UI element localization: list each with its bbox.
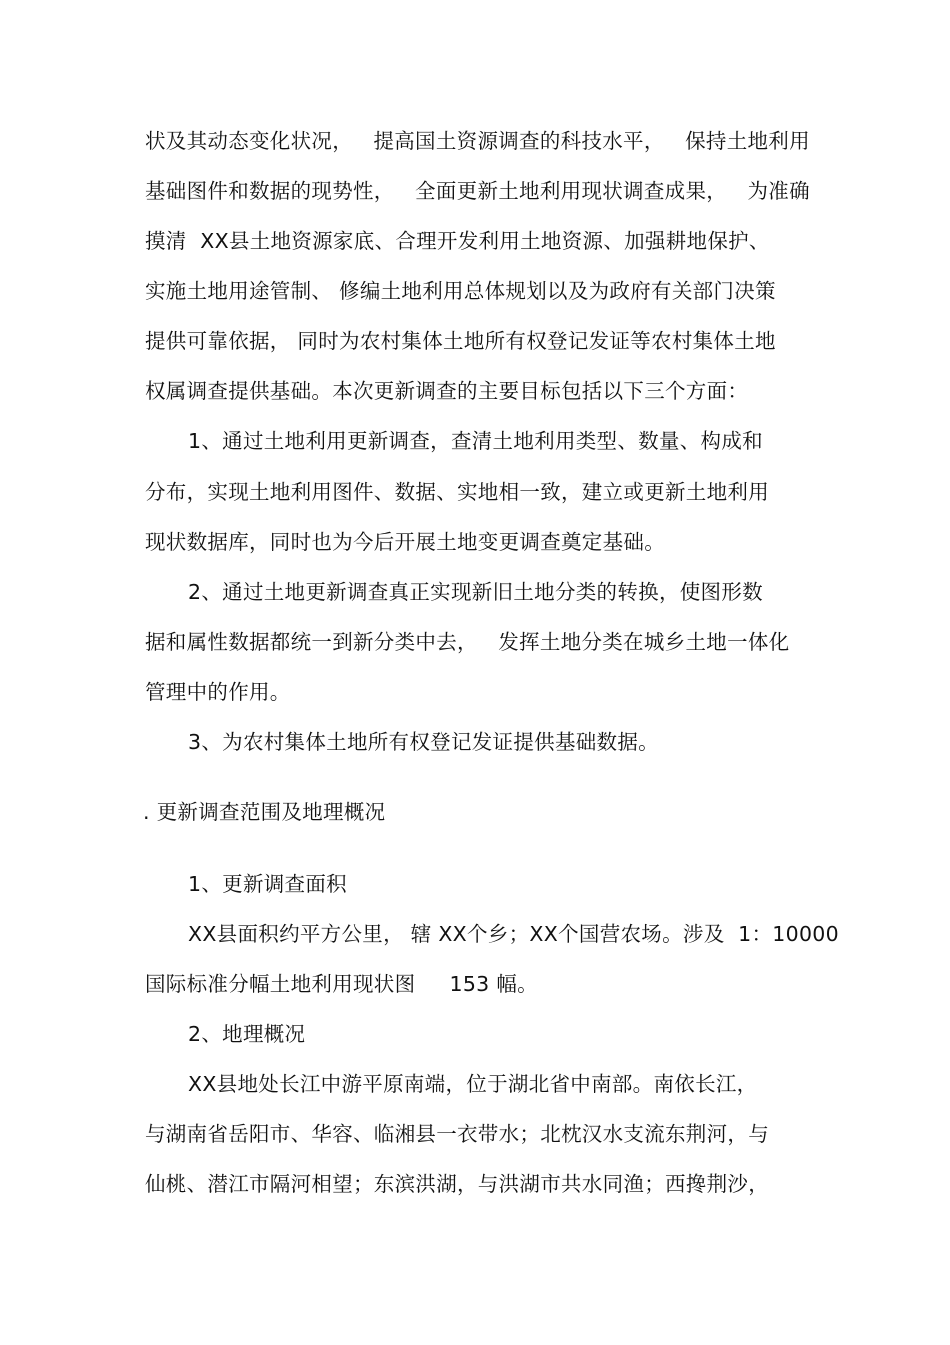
subsection-heading: 1、更新调查面积 bbox=[188, 872, 347, 896]
text-line: 摸清 XX县土地资源家底、合理开发利用土地资源、加强耕地保护、 bbox=[145, 229, 770, 253]
section-heading: . 更新调查范围及地理概况 bbox=[143, 800, 386, 824]
text-line: 基础图件和数据的现势性， 全面更新土地利用现状调查成果， 为准确 bbox=[145, 179, 810, 203]
text-line: 现状数据库，同时也为今后开展土地变更调查奠定基础。 bbox=[145, 530, 665, 554]
list-item-3: 3、为农村集体土地所有权登记发证提供基础数据。 bbox=[188, 730, 659, 754]
text-line: 分布，实现土地利用图件、数据、实地相一致，建立或更新土地利用 bbox=[145, 480, 769, 504]
list-item-2: 2、通过土地更新调查真正实现新旧土地分类的转换，使图形数 bbox=[188, 580, 763, 604]
text-line: 据和属性数据都统一到新分类中去， 发挥土地分类在城乡土地一体化 bbox=[145, 630, 790, 654]
text-line: 状及其动态变化状况， 提高国土资源调查的科技水平， 保持土地利用 bbox=[145, 129, 810, 153]
text-line: 管理中的作用。 bbox=[145, 680, 291, 704]
text-line: XX县面积约平方公里， 辖 XX个乡；XX个国营农场。涉及 1：10000 bbox=[188, 922, 839, 946]
text-line: 国际标准分幅土地利用现状图 153 幅。 bbox=[145, 972, 538, 996]
text-line: 仙桃、潜江市隔河相望；东滨洪湖，与洪湖市共水同渔；西搀荆沙， bbox=[145, 1172, 769, 1196]
list-item-1: 1、通过土地利用更新调查，查清土地利用类型、数量、构成和 bbox=[188, 429, 763, 453]
text-line: 提供可靠依据， 同时为农村集体土地所有权登记发证等农村集体土地 bbox=[145, 329, 776, 353]
text-line: 权属调查提供基础。本次更新调查的主要目标包括以下三个方面： bbox=[145, 379, 749, 403]
subsection-heading: 2、地理概况 bbox=[188, 1022, 306, 1046]
text-line: 实施土地用途管制、 修编土地利用总体规划以及为政府有关部门决策 bbox=[145, 279, 776, 303]
text-line: XX县地处长江中游平原南端，位于湖北省中南部。南依长江， bbox=[188, 1072, 758, 1096]
text-line: 与湖南省岳阳市、华容、临湘县一衣带水；北枕汉水支流东荆河，与 bbox=[145, 1122, 769, 1146]
